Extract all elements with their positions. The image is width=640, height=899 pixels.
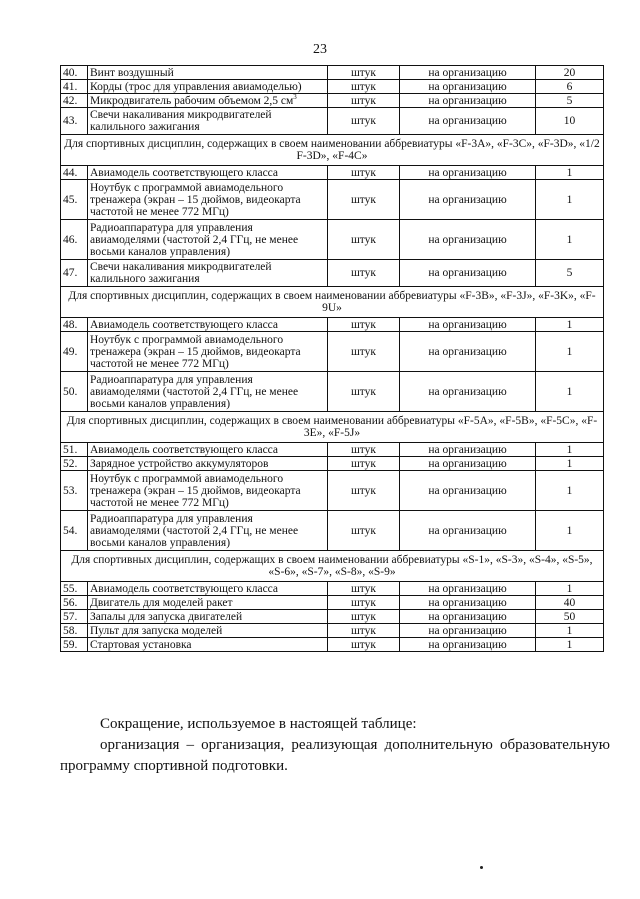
item-quantity: 1 bbox=[536, 638, 604, 652]
item-name bbox=[88, 94, 328, 108]
item-number: 53. bbox=[61, 471, 88, 511]
item-unit: штук bbox=[328, 624, 400, 638]
table-row bbox=[61, 166, 604, 180]
item-basis: на организацию bbox=[400, 108, 536, 135]
item-number: 46. bbox=[61, 220, 88, 260]
section-title: Для спортивных дисциплин, содержащих в своем наименовании аббревиатуры «F-3B», «F-3J», «F-3K», «F-9U» bbox=[61, 287, 604, 318]
item-basis: на организацию bbox=[400, 471, 536, 511]
item-unit: штук bbox=[328, 166, 400, 180]
equipment-table bbox=[60, 65, 604, 652]
item-quantity: 1 bbox=[536, 332, 604, 372]
item-unit: штук bbox=[328, 260, 400, 287]
item-basis: на организацию bbox=[400, 166, 536, 180]
item-name-text: Свечи накаливания микродвигателей калильного зажигания bbox=[90, 109, 272, 133]
item-unit: штук bbox=[328, 457, 400, 471]
item-basis: на организацию bbox=[400, 66, 536, 80]
item-name-text: Зарядное устройство аккумуляторов bbox=[90, 457, 269, 470]
table-row bbox=[61, 443, 604, 457]
table-row bbox=[61, 638, 604, 652]
item-unit: штук bbox=[328, 94, 400, 108]
item-basis: на организацию bbox=[400, 318, 536, 332]
table-row bbox=[61, 260, 604, 287]
item-name bbox=[88, 332, 328, 372]
item-quantity: 1 bbox=[536, 220, 604, 260]
item-name-text: Ноутбук с программой авиамодельного тренажера (экран – 15 дюймов, видеокарта частотой не менее 772 МГц) bbox=[90, 472, 301, 509]
item-number: 45. bbox=[61, 180, 88, 220]
footnote-abbrev-heading: Сокращение, используемое в настоящей таблице: bbox=[100, 716, 417, 732]
item-unit: штук bbox=[328, 471, 400, 511]
item-number: 58. bbox=[61, 624, 88, 638]
item-basis: на организацию bbox=[400, 610, 536, 624]
item-number: 57. bbox=[61, 610, 88, 624]
table-row bbox=[61, 332, 604, 372]
item-basis: на организацию bbox=[400, 624, 536, 638]
item-number: 55. bbox=[61, 582, 88, 596]
section-header-row bbox=[61, 287, 604, 318]
item-unit: штук bbox=[328, 596, 400, 610]
item-basis: на организацию bbox=[400, 372, 536, 412]
table-row bbox=[61, 108, 604, 135]
item-name bbox=[88, 260, 328, 287]
footnote-abbrev-definition: организация – организация, реализующая дополнительную образовательную программу спортивной подготовки. bbox=[60, 737, 610, 774]
item-unit: штук bbox=[328, 66, 400, 80]
item-quantity: 1 bbox=[536, 180, 604, 220]
item-quantity: 1 bbox=[536, 457, 604, 471]
section-header-row bbox=[61, 551, 604, 582]
item-quantity: 1 bbox=[536, 624, 604, 638]
item-quantity: 1 bbox=[536, 372, 604, 412]
item-name bbox=[88, 511, 328, 551]
item-basis: на организацию bbox=[400, 582, 536, 596]
item-name-text: Авиамодель соответствующего класса bbox=[90, 166, 279, 179]
item-name bbox=[88, 80, 328, 94]
section-header-row bbox=[61, 412, 604, 443]
item-number: 41. bbox=[61, 80, 88, 94]
item-name-text: Авиамодель соответствующего класса bbox=[90, 318, 279, 331]
item-quantity: 40 bbox=[536, 596, 604, 610]
superscript: 3 bbox=[293, 92, 297, 101]
item-number: 51. bbox=[61, 443, 88, 457]
item-basis: на организацию bbox=[400, 457, 536, 471]
item-name bbox=[88, 220, 328, 260]
item-name-text: Микродвигатель рабочим объемом 2,5 см bbox=[90, 94, 294, 107]
item-number: 50. bbox=[61, 372, 88, 412]
item-name bbox=[88, 471, 328, 511]
table-row bbox=[61, 94, 604, 108]
item-quantity: 10 bbox=[536, 108, 604, 135]
item-name-text: Пульт для запуска моделей bbox=[90, 624, 223, 637]
item-basis: на организацию bbox=[400, 332, 536, 372]
item-unit: штук bbox=[328, 332, 400, 372]
item-quantity: 1 bbox=[536, 471, 604, 511]
table-row bbox=[61, 582, 604, 596]
item-unit: штук bbox=[328, 180, 400, 220]
item-basis: на организацию bbox=[400, 220, 536, 260]
item-basis: на организацию bbox=[400, 94, 536, 108]
section-title: Для спортивных дисциплин, содержащих в своем наименовании аббревиатуры «S-1», «S-3», «S-4», «S-5», «S-6», «S-7», «S-8», «S-9» bbox=[61, 551, 604, 582]
item-unit: штук bbox=[328, 610, 400, 624]
item-number: 40. bbox=[61, 66, 88, 80]
item-name-text: Радиоаппаратура для управления авиамоделями (частотой 2,4 ГГц, не менее восьми каналов управления) bbox=[90, 373, 299, 410]
item-name bbox=[88, 582, 328, 596]
table-row bbox=[61, 66, 604, 80]
item-basis: на организацию bbox=[400, 443, 536, 457]
table-row bbox=[61, 610, 604, 624]
item-name-text: Ноутбук с программой авиамодельного тренажера (экран – 15 дюймов, видеокарта частотой не менее 772 МГц) bbox=[90, 333, 301, 370]
item-unit: штук bbox=[328, 108, 400, 135]
item-quantity: 5 bbox=[536, 94, 604, 108]
item-basis: на организацию bbox=[400, 180, 536, 220]
table-row bbox=[61, 220, 604, 260]
item-name bbox=[88, 457, 328, 471]
item-quantity: 20 bbox=[536, 66, 604, 80]
item-unit: штук bbox=[328, 443, 400, 457]
item-quantity: 5 bbox=[536, 260, 604, 287]
item-number: 54. bbox=[61, 511, 88, 551]
item-number: 47. bbox=[61, 260, 88, 287]
table-row bbox=[61, 471, 604, 511]
item-name bbox=[88, 443, 328, 457]
item-number: 56. bbox=[61, 596, 88, 610]
item-name bbox=[88, 596, 328, 610]
item-name-text: Запалы для запуска двигателей bbox=[90, 610, 243, 623]
section-header-row bbox=[61, 135, 604, 166]
item-name-text: Винт воздушный bbox=[90, 66, 174, 79]
item-name bbox=[88, 610, 328, 624]
item-name bbox=[88, 318, 328, 332]
item-basis: на организацию bbox=[400, 260, 536, 287]
item-quantity: 1 bbox=[536, 511, 604, 551]
item-number: 59. bbox=[61, 638, 88, 652]
item-name bbox=[88, 624, 328, 638]
item-quantity: 1 bbox=[536, 166, 604, 180]
item-number: 42. bbox=[61, 94, 88, 108]
section-title: Для спортивных дисциплин, содержащих в своем наименовании аббревиатуры «F-3A», «F-3C», «F-3D», «1/2 F-3D», «F-4C» bbox=[61, 135, 604, 166]
page-number: 23 bbox=[313, 42, 327, 57]
item-name-text: Свечи накаливания микродвигателей калильного зажигания bbox=[90, 261, 272, 285]
item-name-text: Корды (трос для управления авиамоделью) bbox=[90, 80, 302, 93]
item-basis: на организацию bbox=[400, 638, 536, 652]
item-name-text: Авиамодель соответствующего класса bbox=[90, 582, 279, 595]
item-name bbox=[88, 108, 328, 135]
item-unit: штук bbox=[328, 638, 400, 652]
item-unit: штук bbox=[328, 582, 400, 596]
item-unit: штук bbox=[328, 220, 400, 260]
item-quantity: 50 bbox=[536, 610, 604, 624]
item-name-text: Радиоаппаратура для управления авиамоделями (частотой 2,4 ГГц, не менее восьми каналов управления) bbox=[90, 221, 299, 258]
item-name-text: Авиамодель соответствующего класса bbox=[90, 443, 279, 456]
item-basis: на организацию bbox=[400, 80, 536, 94]
table-row bbox=[61, 457, 604, 471]
item-number: 44. bbox=[61, 166, 88, 180]
item-number: 43. bbox=[61, 108, 88, 135]
item-name bbox=[88, 66, 328, 80]
item-name bbox=[88, 372, 328, 412]
item-number: 49. bbox=[61, 332, 88, 372]
stray-dot bbox=[480, 866, 483, 869]
item-basis: на организацию bbox=[400, 596, 536, 610]
section-title: Для спортивных дисциплин, содержащих в своем наименовании аббревиатуры «F-5A», «F-5B», «F-5C», «F-3E», «F-5J» bbox=[61, 412, 604, 443]
item-name-text: Двигатель для моделей ракет bbox=[90, 596, 233, 609]
item-unit: штук bbox=[328, 372, 400, 412]
item-quantity: 6 bbox=[536, 80, 604, 94]
table-row bbox=[61, 596, 604, 610]
item-name bbox=[88, 180, 328, 220]
item-name-text: Ноутбук с программой авиамодельного тренажера (экран – 15 дюймов, видеокарта частотой не менее 772 МГц) bbox=[90, 181, 301, 218]
table-row bbox=[61, 80, 604, 94]
item-number: 52. bbox=[61, 457, 88, 471]
table-row bbox=[61, 624, 604, 638]
table-row bbox=[61, 318, 604, 332]
footnote bbox=[60, 714, 610, 777]
table-row bbox=[61, 511, 604, 551]
item-unit: штук bbox=[328, 511, 400, 551]
item-quantity: 1 bbox=[536, 318, 604, 332]
table-row bbox=[61, 372, 604, 412]
item-unit: штук bbox=[328, 80, 400, 94]
item-basis: на организацию bbox=[400, 511, 536, 551]
item-name-text: Стартовая установка bbox=[90, 638, 192, 651]
item-name-text: Радиоаппаратура для управления авиамоделями (частотой 2,4 ГГц, не менее восьми каналов управления) bbox=[90, 512, 299, 549]
item-name bbox=[88, 638, 328, 652]
table-row bbox=[61, 180, 604, 220]
item-unit: штук bbox=[328, 318, 400, 332]
item-number: 48. bbox=[61, 318, 88, 332]
item-name bbox=[88, 166, 328, 180]
item-quantity: 1 bbox=[536, 443, 604, 457]
item-quantity: 1 bbox=[536, 582, 604, 596]
